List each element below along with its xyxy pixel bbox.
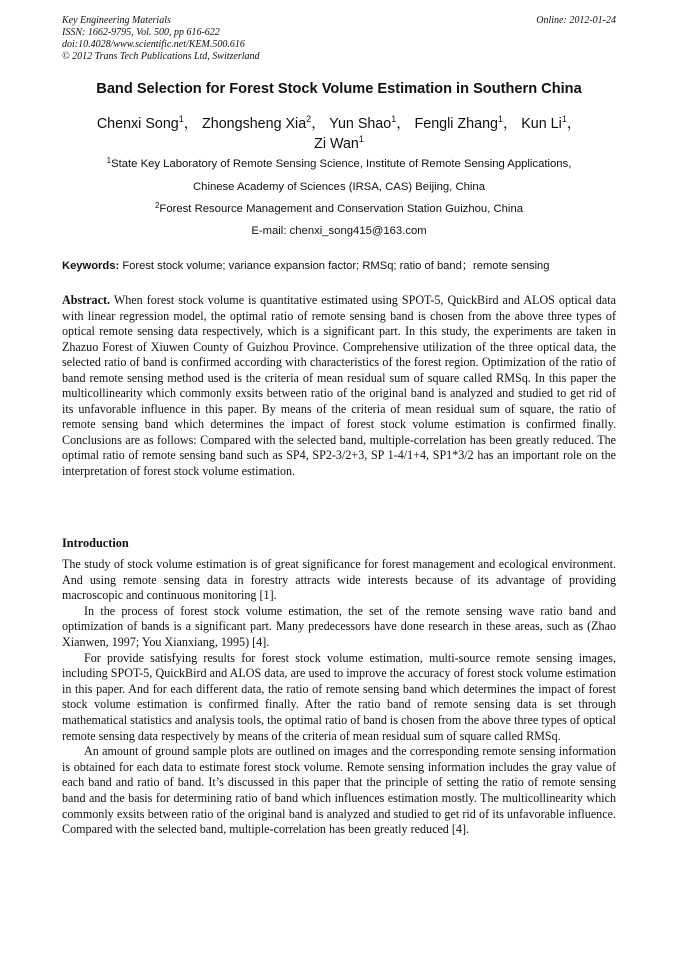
- paper-title: Band Selection for Forest Stock Volume Estimation in Southern China: [96, 81, 582, 97]
- keywords-label: Keywords:: [62, 260, 120, 272]
- author: [329, 116, 410, 132]
- journal-name: Key Engineering Materials: [62, 15, 171, 26]
- abstract-label: Abstract.: [62, 293, 111, 307]
- author-affiliation-mark: 1: [497, 114, 503, 124]
- abstract-text: When forest stock volume is quantitative estimated using SPOT-5, QuickBird and ALOS optical data with linear regression model, the optimal ratio of remote sensing band is chosen from the above three types of optical remote sensing data respectively, which is a significant part. In this study, the experiments are taken in Zhazuo Forest of Xiuwen County of Guizhou Province. Comprehensive utilization of the three optical data, the selected ratio of band is confirmed according with characteristics of the forest region. Optimization of the ratio of band remote sensing method used is the criteria of mean residual sum of square called RMSq. In this paper the multicollinearity which commonly exsits between ratio of the original band is analyzed and studied to get rid of its unfavorable influence in this paper. By means of the criteria of mean residual sum of square, the ratio of remote sensing band which determines the impact of forest stock volume estimation is confirmed finally. Conclusions are as follows: Compared with the selected band, multiple-correlation has been greatly reduced. The optimal ratio of remote sensing band such as SP4, SP2-3/2+3, SP 1-4/1+4, SP1*3/2 has an important role on the interpretation of forest stock volume estimation.: [62, 293, 616, 479]
- author-affiliation-mark: 1: [561, 114, 567, 124]
- author-list: [62, 114, 616, 154]
- affiliation-line-2: Chinese Academy of Sciences (IRSA, CAS) Beijing, China: [193, 181, 485, 193]
- author-separator: ，: [311, 116, 326, 132]
- author-name: Kun Li: [521, 116, 562, 132]
- author-name: Yun Shao: [329, 116, 392, 132]
- author-affiliation-mark: 1: [358, 134, 364, 144]
- affiliation-text: State Key Laboratory of Remote Sensing Science, Institute of Remote Sensing Applications,: [111, 158, 572, 170]
- abstract: [62, 293, 616, 480]
- author-name: Zi Wan: [314, 136, 359, 152]
- author-name: Fengli Zhang: [414, 116, 498, 132]
- author-separator: ，: [396, 116, 411, 132]
- introduction-body: [62, 557, 616, 838]
- author: [202, 116, 325, 132]
- affiliation-mark: 2: [154, 201, 160, 210]
- copyright-line: © 2012 Trans Tech Publications Ltd, Switzerland: [62, 51, 260, 62]
- section-heading-introduction: Introduction: [62, 536, 129, 550]
- author-separator: ，: [566, 116, 582, 132]
- issn-line: ISSN: 1662-9795, Vol. 500, pp 616-622: [62, 27, 220, 38]
- doi-line: doi:10.4028/www.scientific.net/KEM.500.616: [62, 39, 245, 50]
- affiliation-mark: 1: [106, 156, 112, 165]
- affiliation-text: Forest Resource Management and Conservation Station Guizhou, China: [159, 203, 524, 215]
- author-separator: ，: [183, 116, 199, 132]
- author-name: Zhongsheng Xia: [202, 116, 307, 132]
- keywords: [62, 259, 622, 273]
- author: [97, 116, 198, 132]
- author: [415, 116, 518, 132]
- paragraph: In the process of forest stock volume estimation, the set of the remote sensing wave ratio band and optimization of bands is a significant part. Many predecessors have done research in these areas, such as (Zhao Xianwen, 1997; You Xianxiang, 1995) [4].: [62, 603, 616, 649]
- affiliation-line-3: [62, 202, 616, 216]
- author: [314, 136, 364, 152]
- author-email: E-mail: chenxi_song415@163.com: [251, 225, 427, 237]
- author-name: Chenxi Song: [96, 116, 179, 132]
- paragraph: An amount of ground sample plots are outlined on images and the corresponding remote sensing information is obtained for each data to estimate forest stock volume. Remote sensing information includes the gray value of each band and ratio of band. It’s discussed in this paper that the principle of setting the ratio of remote sensing band and the basis for determining ratio of band which influences estimation mostly. The multicollinearity which commonly exsits between ratio of the original band is analyzed and studied to get rid of its unfavorable influence. Compared with the selected band, multiple-correlation has been greatly reduced [4].: [62, 744, 616, 837]
- author-affiliation-mark: 1: [178, 114, 184, 124]
- online-date: Online: 2012-01-24: [536, 15, 616, 26]
- paragraph: The study of stock volume estimation is of great significance for forest management and ecological environment. And using remote sensing data in forestry attracts wide interests because of its advantage of providing macroscopic and continuous monitoring [1].: [62, 557, 616, 603]
- publication-header: [62, 15, 616, 63]
- keywords-text: Forest stock volume; variance expansion factor; RMSq; ratio of band；remote sensing: [122, 260, 550, 272]
- paragraph: For provide satisfying results for forest stock volume estimation, multi-source remote sensing images, including SPOT-5, QuickBird and ALOS data, are used to improve the accuracy of forest stock volume estimation in this paper. And for each different data, the ratio of remote sensing band which determines the impact of forest stock volume estimation is confirmed finally. After the ratio band of remote sensing data is set through mathematical statistics and analysis tools, the optimal ratio of band is chosen from the above three types of optical remote sensing data respectively by means of the criteria of mean residual sum of square called RMSq.: [62, 650, 616, 743]
- author-separator: ，: [502, 116, 518, 132]
- author: [521, 116, 581, 132]
- affiliation-line-1: [62, 157, 616, 171]
- author-affiliation-mark: 2: [306, 114, 312, 124]
- author-affiliation-mark: 1: [391, 114, 397, 124]
